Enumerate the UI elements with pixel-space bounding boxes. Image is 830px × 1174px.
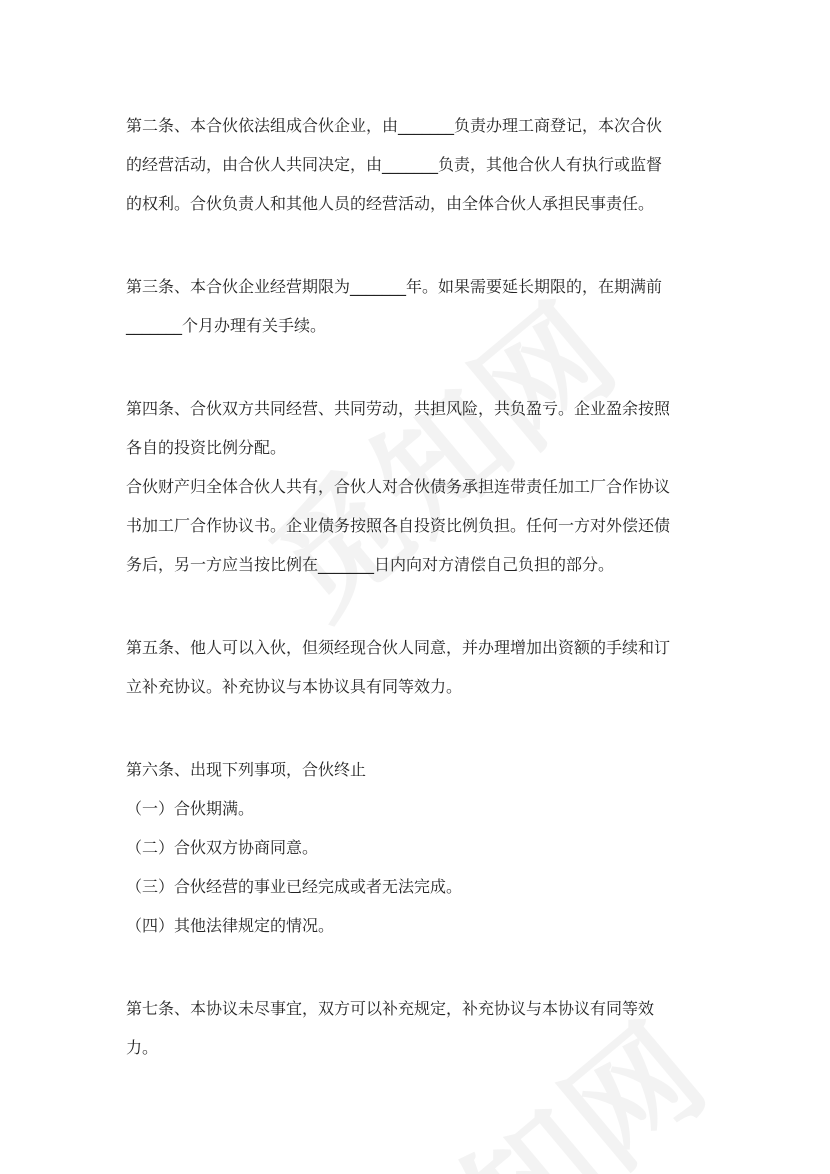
article-6-item-3: （三）合伙经营的事业已经完成或者无法完成。 [126,877,463,896]
article-5 [126,628,706,706]
spacer [126,223,706,267]
spacer [126,345,706,389]
article-5-line-1: 第五条、他人可以入伙，但须经现合伙人同意，并办理增加出资额的手续和订 [126,638,671,657]
article-6-item-4: （四）其他法律规定的情况。 [126,916,335,935]
article-7-line-2: 力。 [126,1038,159,1057]
article-6 [126,750,706,945]
article-4-line-3: 合伙财产归全体合伙人共有，合伙人对合伙债务承担连带责任加工厂合作协议 [126,477,671,496]
spacer [126,945,706,989]
article-6-heading: 第六条、出现下列事项，合伙终止 [126,760,367,779]
article-6-item-2: （二）合伙双方协商同意。 [126,838,319,857]
article-2 [126,106,706,223]
article-7 [126,989,706,1067]
article-4-line-5: 务后，另一方应当按比例在_______日内向对方清偿自己负担的部分。 [126,555,615,574]
article-2-line-3: 的权利。合伙负责人和其他人员的经营活动，由全体合伙人承担民事责任。 [126,194,655,213]
article-4 [126,389,706,584]
article-4-line-2: 各自的投资比例分配。 [126,438,287,457]
article-3-line-1: 第三条、本合伙企业经营期限为_______年。如果需要延长期限的，在期满前 [126,277,663,296]
article-6-item-1: （一）合伙期满。 [126,799,255,818]
article-5-line-2: 立补充协议。补充协议与本协议具有同等效力。 [126,677,463,696]
article-2-line-2: 的经营活动，由合伙人共同决定，由_______负责，其他合伙人有执行或监督 [126,155,663,174]
article-3 [126,267,706,345]
article-4-line-1: 第四条、合伙双方共同经营、共同劳动，共担风险，共负盈亏。企业盈余按照 [126,399,671,418]
spacer [126,584,706,628]
article-2-line-1: 第二条、本合伙依法组成合伙企业，由_______负责办理工商登记，本次合伙 [126,116,663,135]
document-body [126,106,706,1067]
spacer [126,706,706,750]
article-3-line-2: _______个月办理有关手续。 [126,316,327,335]
article-4-line-4: 书加工厂合作协议书。企业债务按照各自投资比例负担。任何一方对外偿还债 [126,516,671,535]
article-7-line-1: 第七条、本协议未尽事宜，双方可以补充规定，补充协议与本协议有同等效 [126,999,655,1018]
